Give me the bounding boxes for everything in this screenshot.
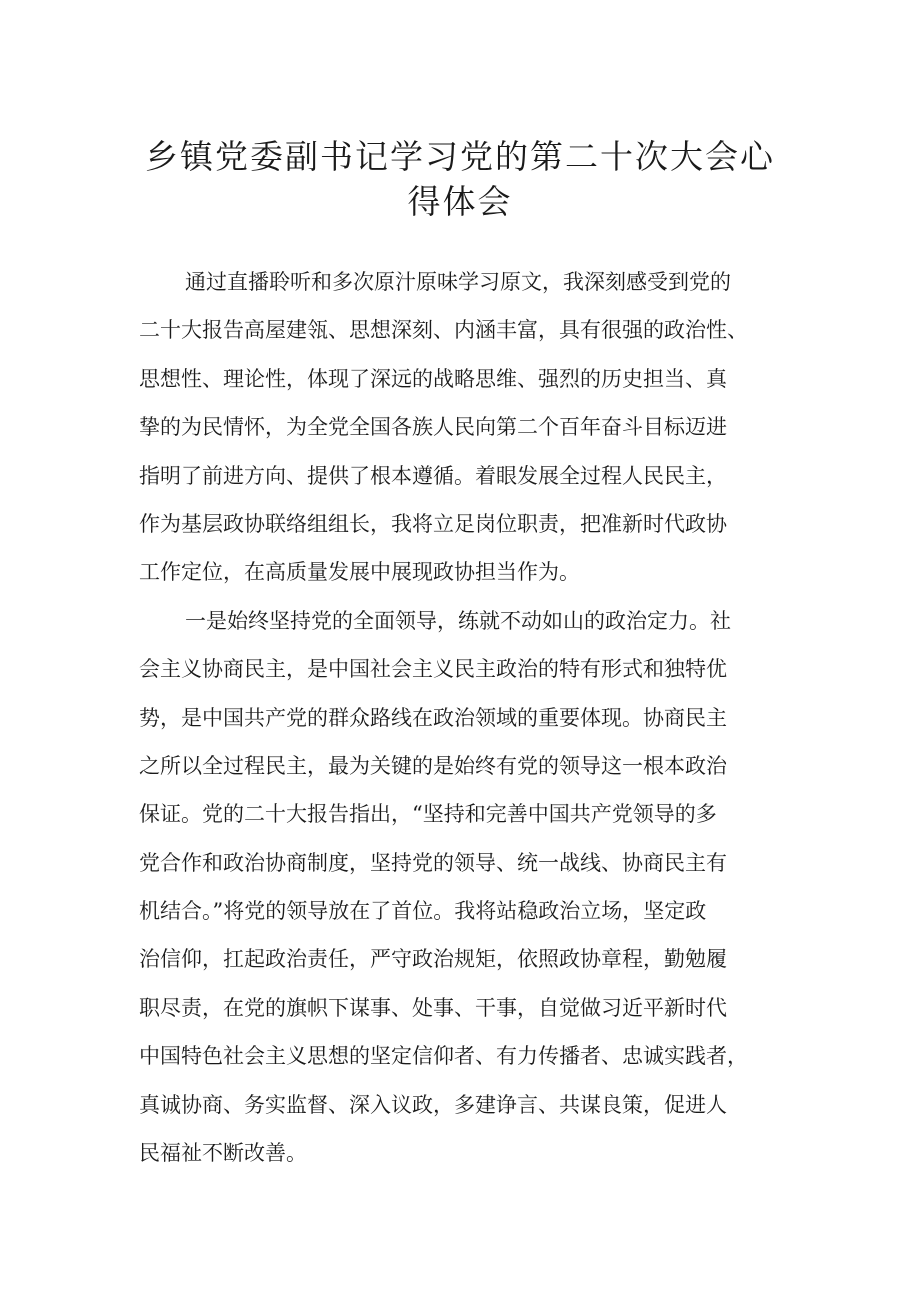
paragraph-line: 势，是中国共产党的群众路线在政治领域的重要体现。协商民主 bbox=[139, 706, 727, 730]
paragraph-line: 一是始终坚持党的全面领导，练就不动如山的政治定力。社 bbox=[185, 609, 731, 633]
paragraph-line: 党合作和政治协商制度，坚持党的领导、统一战线、协商民主有 bbox=[139, 851, 727, 875]
paragraph-line: 真诚协商、务实监督、深入议政，多建诤言、共谋良策，促进人 bbox=[139, 1093, 727, 1117]
paragraph-line: 职尽责，在党的旗帜下谋事、处事、干事，自觉做习近平新时代 bbox=[139, 996, 727, 1020]
paragraph-line: 机结合。”将党的领导放在了首位。我将站稳政治立场，坚定政 bbox=[139, 899, 707, 923]
document-title-line-2: 得体会 bbox=[407, 182, 513, 221]
paragraph-line: 民福祉不断改善。 bbox=[139, 1141, 307, 1165]
paragraph-line: 之所以全过程民主，最为关键的是始终有党的领导这一根本政治 bbox=[139, 754, 727, 778]
paragraph-line: 作为基层政协联络组组长，我将立足岗位职责，把准新时代政协 bbox=[139, 512, 727, 536]
paragraph-line: 工作定位，在高质量发展中展现政协担当作为。 bbox=[139, 560, 580, 584]
paragraph-line: 会主义协商民主，是中国社会主义民主政治的特有形式和独特优 bbox=[139, 657, 727, 681]
paragraph-line: 二十大报告高屋建瓴、思想深刻、内涵丰富，具有很强的政治性、 bbox=[139, 318, 748, 342]
paragraph-line: 挚的为民情怀，为全党全国各族人民向第二个百年奋斗目标迈进 bbox=[139, 415, 727, 439]
document-title-line-1: 乡镇党委副书记学习党的第二十次大会心 bbox=[145, 137, 775, 176]
paragraph-line: 保证。党的二十大报告指出，“坚持和完善中国共产党领导的多 bbox=[139, 802, 717, 826]
paragraph-line: 通过直播聆听和多次原汁原味学习原文，我深刻感受到党的 bbox=[185, 270, 731, 294]
paragraph-line: 指明了前进方向、提供了根本遵循。着眼发展全过程人民民主， bbox=[139, 464, 727, 488]
paragraph-line: 治信仰，扛起政治责任，严守政治规矩，依照政协章程，勤勉履 bbox=[139, 947, 727, 971]
paragraph-line: 思想性、理论性，体现了深远的战略思维、强烈的历史担当、真 bbox=[139, 367, 727, 391]
paragraph-line: 中国特色社会主义思想的坚定信仰者、有力传播者、忠诚实践者， bbox=[139, 1044, 748, 1068]
